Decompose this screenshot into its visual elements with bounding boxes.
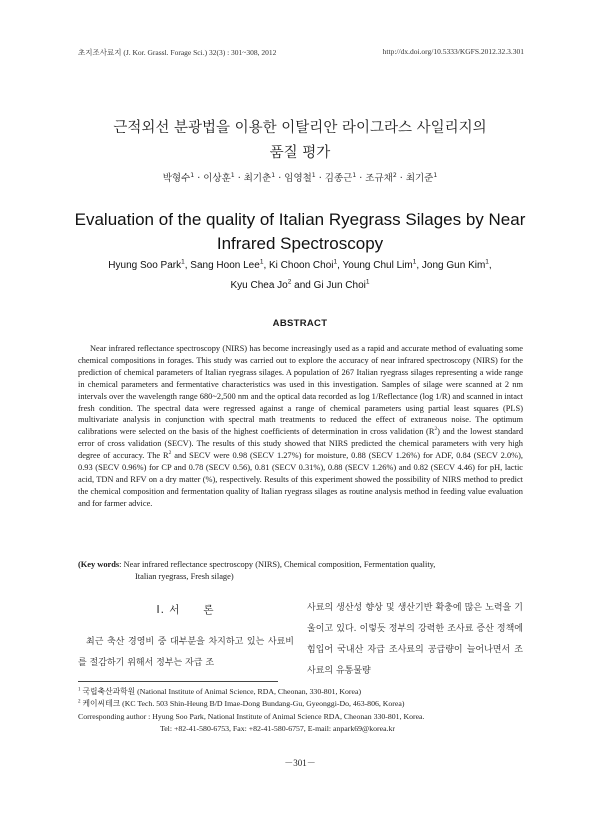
korean-title — [0, 116, 600, 166]
footnote-divider — [78, 681, 278, 682]
author-name: 조규채 — [365, 173, 393, 184]
author-name: 임영철 — [284, 173, 312, 184]
affiliation-mark: 1 — [271, 171, 276, 179]
author-name: Jong Gun Kim — [421, 260, 486, 271]
abstract-part-1: Near infrared reflectance spectroscopy (NIRS) has become increasingly used as a rapid and accurate method of evaluating some chemical compositions in forages. This study was carried out to explore the accuracy of near infrared spectroscopy (NIRS) for the prediction of chemical parameters of Italian ryegrass silages. A population of 267 Italian ryegrass silages representing a wide range in chemical parameters and fermentative characteristics was used in this investigation. Samples of silage were scanned at 2 nm intervals over the wavelength range 680~2,500 nm and the optical data recorded as log 1/Reflectance (log 1/R) and scanned in intact fresh condition. The spectral data were regressed against a range of chemical parameters using partial least squares (PLS) multivariate analysis in conjunction with spectral math treatments to reduced the effect of extraneous noise. The optimum calibrations were selected on the basis of the highest coefficients of determination in cross validation (R — [78, 344, 523, 437]
affiliation-mark: 1 — [352, 171, 357, 179]
author-name: 최기준 — [405, 173, 434, 184]
korean-title-line1: 근적외선 분광법을 이용한 이탈리안 라이그라스 사일리지의 — [113, 120, 487, 136]
english-title-line2: Infrared Spectroscopy — [216, 234, 384, 253]
journal-citation: 초지조사료지 (J. Kor. Grassl. Forage Sci.) 32(3) : 301~308, 2012 — [78, 48, 277, 57]
english-title — [0, 208, 600, 256]
author-name: 최기춘 — [243, 173, 272, 184]
keywords-line1: : Near infrared reflectance spectroscopy (NIRS), Chemical composition, Fermentation quality, — [119, 560, 436, 569]
author-name: Young Chul Lim — [342, 260, 413, 271]
corresponding-author: Corresponding author : Hyung Soo Park, National Institute of Animal Science RDA, Cheonan 330-801, Korea. — [78, 711, 425, 721]
footnote-1-text: 국립축산과학원 (National Institute of Animal Science, RDA, Cheonan, 330-801, Korea) — [82, 687, 362, 696]
keywords-label: (Key words — [78, 560, 120, 569]
korean-title-line2: 품질 평가 — [269, 145, 331, 161]
affiliation-mark: 1 — [333, 258, 338, 266]
abstract-part-2: ) and the lowest standard error of cross validation (SECV). The results of this study showed that NIRS predicted the chemical parameters with very high degree of accuracy. The R — [78, 427, 524, 461]
contact-info: Tel: +82-41-580-6753, Fax: +82-41-580-6757, E-mail: anpark69@korea.kr — [160, 724, 395, 734]
author-name: 박형수 — [162, 173, 191, 184]
english-authors: Hyung Soo Park$^1$, Sang Hoon Lee$^1$, Ki Choon Choi$^1$, Young Chul Lim$^1$, Jong Gun Kim$^1$, Kyu Chea Jo$^2$ and Gi Jun Choi$^1$ — [108, 258, 492, 291]
affiliation-mark: 1 — [259, 258, 264, 266]
affiliation-mark: 1 — [433, 171, 438, 179]
author-name: Ki Choon Choi — [269, 260, 334, 271]
r2-superscript: 2 — [434, 426, 438, 433]
affiliation-mark: 1 — [311, 171, 316, 179]
affiliation-mark: 1 — [485, 258, 489, 266]
affiliation-mark: 2 — [392, 171, 397, 179]
author-name: Hyung Soo Park — [108, 260, 182, 271]
affiliation-mark: 1 — [181, 258, 185, 266]
footnote-2-text: 케이씨테크 (KC Tech. 503 Shin-Heung B/D Imae-Dong Bundang-Gu, Gyeonggi-Do, 463-806, Korea) — [82, 699, 405, 709]
affiliation-mark: 1 — [412, 258, 417, 266]
author-name: 김종근 — [324, 173, 353, 184]
affiliation-mark: 2 — [287, 278, 292, 286]
footnote-1 — [78, 686, 528, 698]
korean-authors: 박형수$^1$ · 이상훈$^1$ · 최기춘$^1$ · 임영철$^1$ · 김종근$^1$ · 조규채$^2$ · 최기준$^1$ — [162, 171, 438, 184]
affiliation-mark: 1 — [365, 278, 370, 286]
page-number: －301－ — [284, 758, 316, 768]
keywords — [78, 559, 523, 582]
abstract-body — [78, 343, 523, 510]
author-name: Sang Hoon Lee — [190, 260, 260, 271]
author-name: Kyu Chea Jo — [230, 280, 288, 291]
affiliation-mark: 1 — [190, 171, 195, 179]
intro-left-column: 최근 축산 경영비 중 대부분을 차지하고 있는 사료비를 절감하기 위해서 정부는 자급 조 — [78, 637, 294, 668]
footnote-1-mark: 1 — [78, 686, 81, 693]
doi-link[interactable]: http://dx.doi.org/10.5333/KGFS.2012.32.3.301 — [382, 47, 524, 56]
author-name: 이상훈 — [203, 173, 231, 184]
footnotes — [78, 686, 528, 736]
intro-right-column: 사료의 생산성 향상 및 생산기반 확충에 많은 노력을 기울이고 있다. 이렇듯 정부의 강력한 조사료 증산 정책에 힘입어 국내산 자급 조사료의 공급량이 늘어나면서 조사료의 유통물량 — [307, 603, 523, 676]
english-title-line1: Evaluation of the quality of Italian Ryegrass Silages by Near — [74, 210, 526, 229]
author-name: Gi Jun Choi — [313, 280, 366, 291]
footnote-2-mark: 2 — [78, 698, 81, 705]
r2-superscript: 2 — [168, 450, 172, 457]
keywords-line2: Italian ryegrass, Fresh silage) — [135, 571, 234, 581]
introduction-heading: Ⅰ. 서 론 — [156, 604, 215, 616]
abstract-part-3: and SECV were 0.98 (SECV 1.27%) for moisture, 0.88 (SECV 1.26%) for ADF, 0.84 (SECV 2.0%), 0.93 (SECV 0.96%) for CP and 0.78 (SECV 0.56), 0.81 (SECV 0.31%), 0.88 (SECV 1.26%) and 0.82 (SECV 4.46) for pH, lactic acid, TDN and RFV on a dry matter (%), respectively. Results of this experiment showed the possibility of NIRS method to predict the chemical composition and fermentation quality of Italian ryegrass silages as routine analysis method in feeding value evaluation and for farmer advice. — [78, 451, 524, 508]
affiliation-mark: 1 — [230, 171, 235, 179]
footnote-2 — [78, 698, 528, 710]
abstract-heading: ABSTRACT — [272, 318, 328, 329]
